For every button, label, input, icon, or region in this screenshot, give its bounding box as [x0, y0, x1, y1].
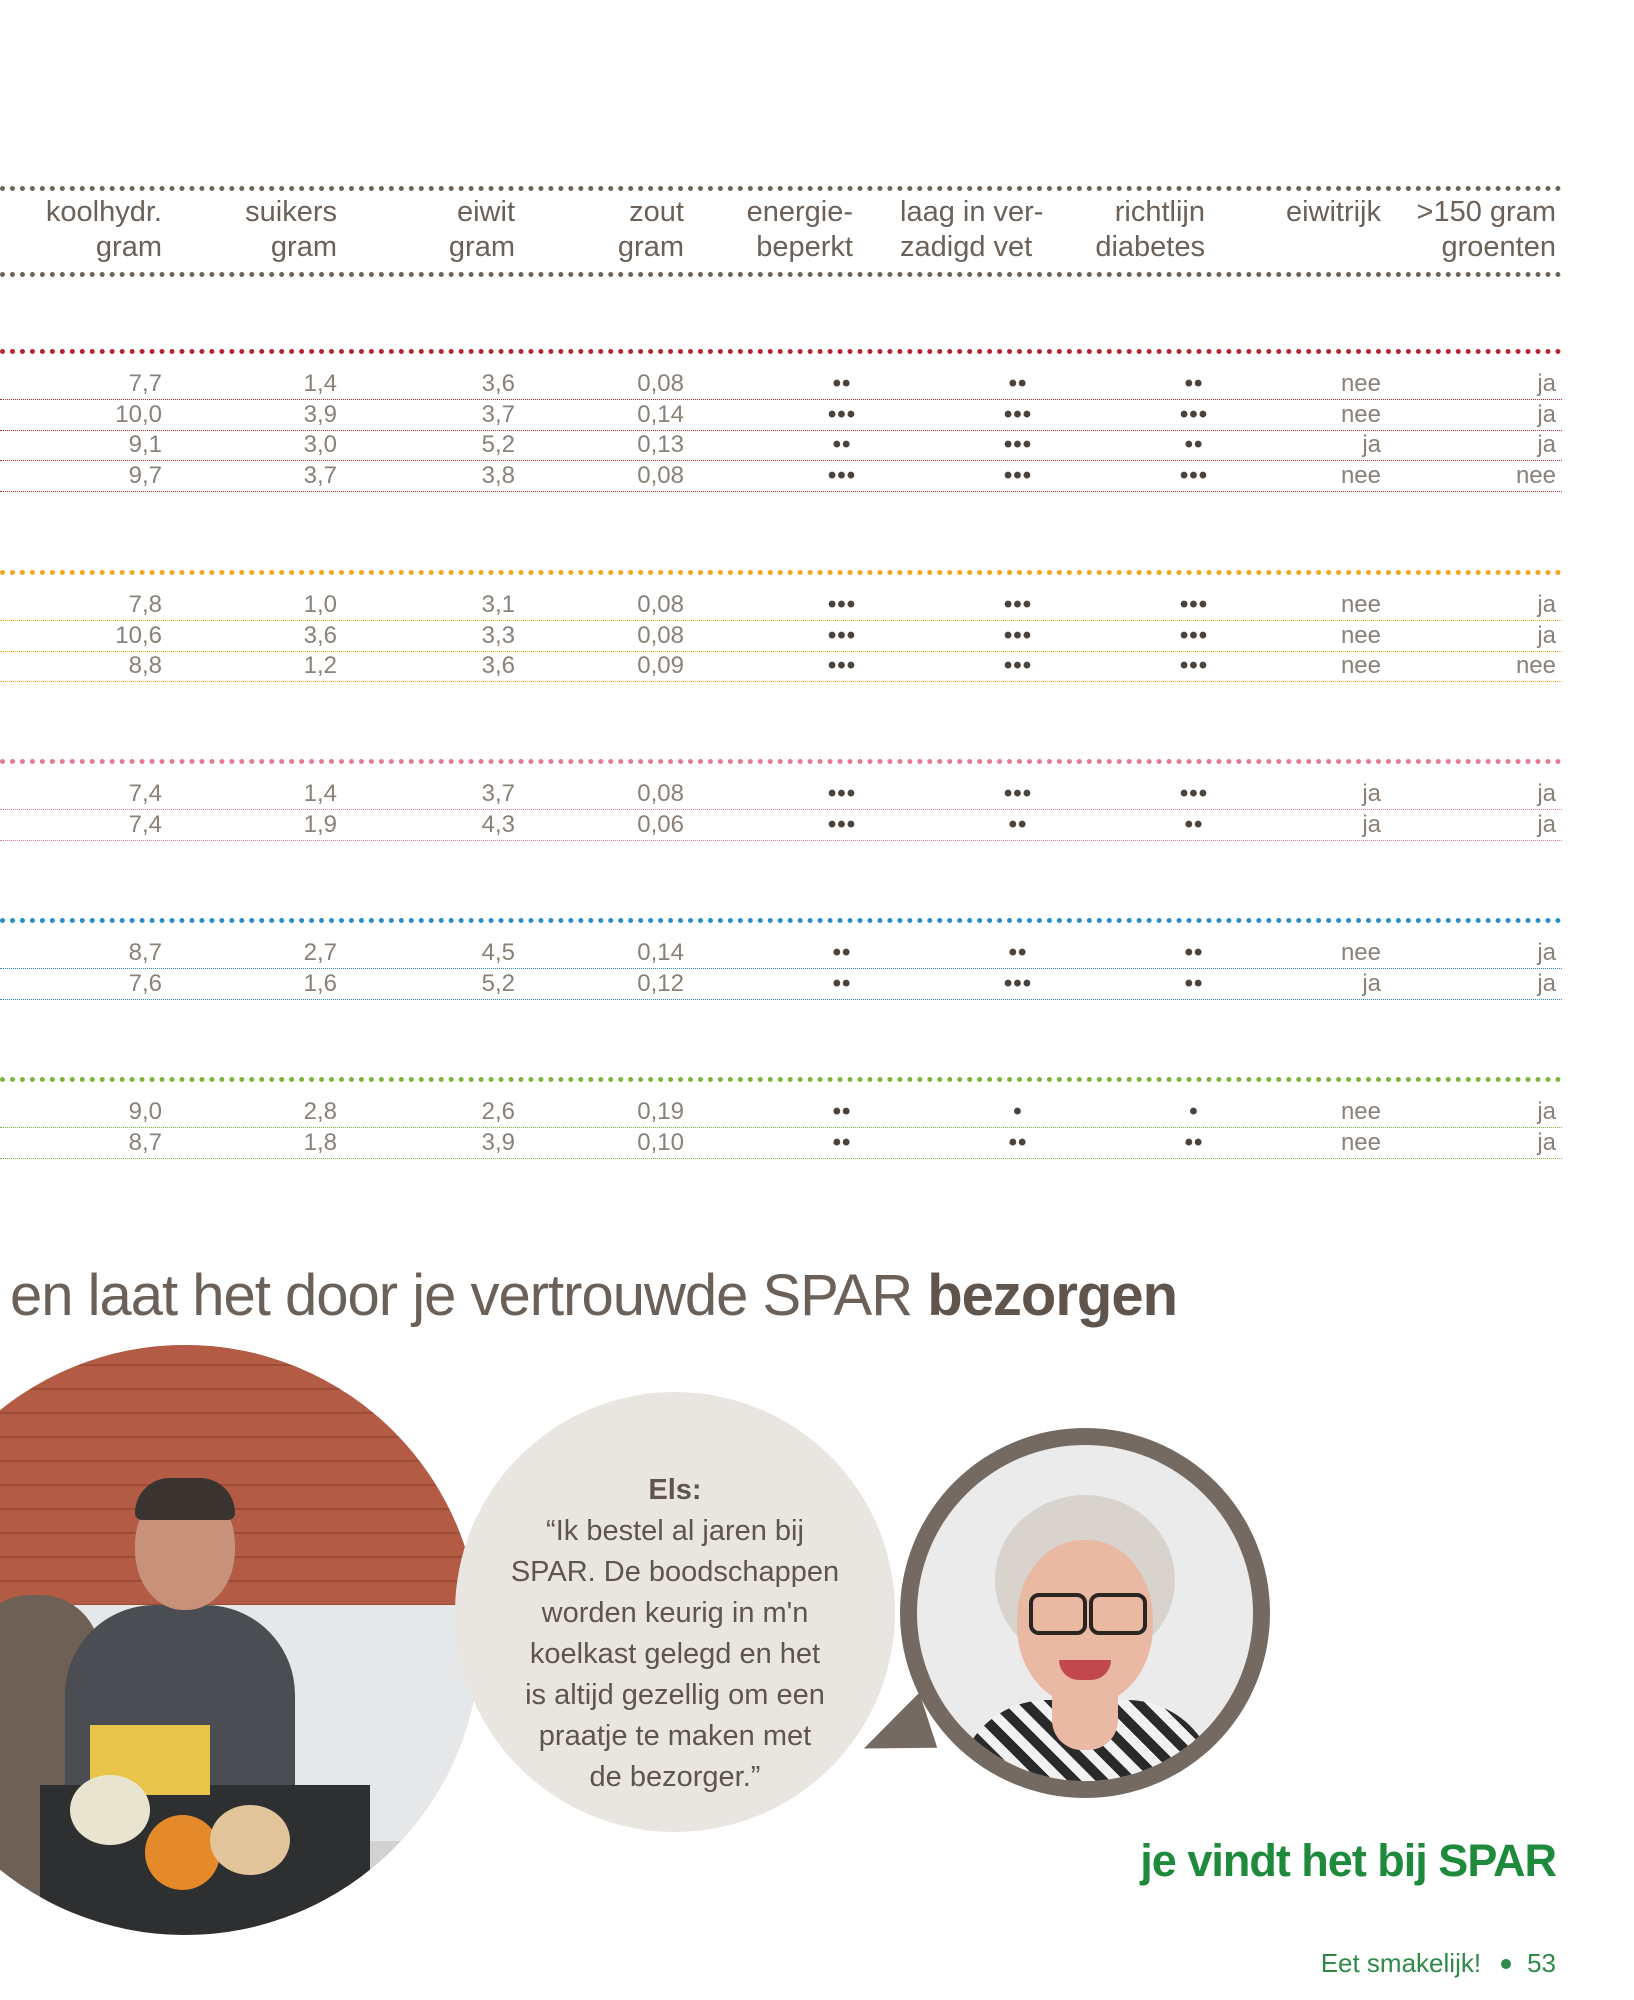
- table-cell: 3,8: [481, 461, 515, 489]
- customer-portrait-photo: [917, 1445, 1253, 1781]
- table-cell: ja: [1537, 939, 1556, 966]
- table-cell: ja: [1362, 431, 1381, 458]
- column-header-line: energie-: [746, 196, 853, 228]
- table-cell: •••: [1179, 461, 1209, 489]
- table-cell: 8,7: [128, 939, 162, 966]
- table-cell: ja: [1537, 370, 1556, 397]
- table-cell: •••: [827, 810, 857, 838]
- table-cell: 1,4: [303, 370, 337, 397]
- table-cell: 8,8: [128, 652, 162, 679]
- table-cell: nee: [1340, 652, 1381, 679]
- column-header-line: gram: [270, 231, 337, 263]
- quote-text: [475, 1511, 875, 1798]
- table-cell: 3,1: [481, 591, 515, 618]
- table-cell: nee: [1340, 621, 1381, 649]
- table-cell: •••: [827, 621, 857, 649]
- table-cell: •: [1013, 1098, 1023, 1125]
- quote-line: SPAR. De boodschappen: [510, 1556, 840, 1588]
- table-cell: •••: [1003, 400, 1033, 428]
- table-cell: 0,14: [637, 400, 684, 428]
- quote-line: “Ik bestel al jaren bij: [546, 1515, 804, 1547]
- table-cell: •••: [827, 780, 857, 807]
- table-cell: 4,3: [481, 810, 515, 838]
- table-row: [0, 590, 1562, 621]
- table-cell: 0,13: [637, 431, 684, 458]
- table-cell: •••: [1179, 621, 1209, 649]
- table-cell: •••: [827, 591, 857, 618]
- table-cell: nee: [1340, 400, 1381, 428]
- table-cell: 10,6: [115, 621, 162, 649]
- table-cell: 0,08: [637, 370, 684, 397]
- table-cell: •••: [827, 400, 857, 428]
- table-cell: 1,4: [303, 780, 337, 807]
- column-header: [1095, 195, 1205, 265]
- column-header-line: zadigd vet: [900, 231, 1033, 263]
- table-cell: 0,08: [637, 621, 684, 649]
- table-cell: 3,7: [481, 400, 515, 428]
- table-cell: nee: [1340, 461, 1381, 489]
- column-header: [449, 195, 515, 265]
- column-header-line: >150 gram: [1416, 196, 1556, 228]
- table-cell: ••: [832, 431, 852, 458]
- table-cell: 3,6: [481, 652, 515, 679]
- table-cell: •••: [1003, 431, 1033, 458]
- table-cell: ••: [1184, 370, 1204, 397]
- table-cell: ••: [832, 370, 852, 397]
- group-rule: [0, 1077, 1562, 1082]
- table-row: [0, 1097, 1562, 1128]
- table-row: [0, 779, 1562, 810]
- delivery-headline: [10, 1262, 1177, 1329]
- table-cell: nee: [1515, 461, 1556, 489]
- table-cell: ••: [1008, 939, 1028, 966]
- table-cell: 0,10: [637, 1128, 684, 1156]
- table-cell: 7,7: [128, 370, 162, 397]
- column-header-line: beperkt: [756, 231, 853, 263]
- table-row: [0, 461, 1562, 492]
- table-cell: ja: [1362, 969, 1381, 997]
- table-cell: 0,19: [637, 1098, 684, 1125]
- quote-author: Els:: [648, 1474, 702, 1506]
- table-cell: •••: [1179, 591, 1209, 618]
- table-cell: •••: [1003, 652, 1033, 679]
- column-header-line: suikers: [245, 196, 337, 228]
- headline-bold: bezorgen: [927, 1263, 1178, 1328]
- table-cell: 0,08: [637, 780, 684, 807]
- table-cell: ja: [1537, 621, 1556, 649]
- column-header-line: zout: [629, 196, 684, 228]
- table-cell: ja: [1537, 1098, 1556, 1125]
- table-cell: 2,7: [303, 939, 337, 966]
- table-cell: 4,5: [481, 939, 515, 966]
- column-header-line: gram: [448, 231, 515, 263]
- table-cell: 3,9: [481, 1128, 515, 1156]
- table-cell: 1,0: [303, 591, 337, 618]
- page-footer: [1321, 1948, 1556, 1979]
- column-header: [747, 195, 853, 265]
- table-cell: ja: [1537, 780, 1556, 807]
- quote-line: is altijd gezellig om een: [525, 1679, 825, 1711]
- table-cell: 3,7: [303, 461, 337, 489]
- table-cell: 1,6: [303, 969, 337, 997]
- table-row: [0, 430, 1562, 461]
- table-cell: ••: [1008, 370, 1028, 397]
- table-row: [0, 400, 1562, 431]
- table-cell: 7,4: [128, 810, 162, 838]
- table-cell: ••: [1008, 810, 1028, 838]
- column-header-line: diabetes: [1095, 231, 1205, 263]
- header-top-rule: [0, 186, 1562, 191]
- table-cell: ja: [1537, 1128, 1556, 1156]
- column-header-line: laag in ver-: [900, 196, 1044, 228]
- column-header: [1286, 195, 1381, 230]
- table-cell: 5,2: [481, 969, 515, 997]
- delivery-man-photo: [0, 1345, 480, 1935]
- table-cell: ••: [1184, 939, 1204, 966]
- page-number: 53: [1527, 1948, 1556, 1978]
- table-cell: 8,7: [128, 1128, 162, 1156]
- table-cell: 2,6: [481, 1098, 515, 1125]
- table-cell: 3,9: [303, 400, 337, 428]
- table-cell: 0,08: [637, 461, 684, 489]
- table-cell: nee: [1340, 591, 1381, 618]
- table-row: [0, 1128, 1562, 1159]
- table-cell: ja: [1537, 591, 1556, 618]
- table-cell: •••: [1003, 621, 1033, 649]
- table-cell: 9,0: [128, 1098, 162, 1125]
- column-header: [245, 195, 337, 265]
- table-cell: ja: [1362, 810, 1381, 838]
- table-cell: 3,6: [303, 621, 337, 649]
- table-cell: ja: [1537, 810, 1556, 838]
- column-header-line: groenten: [1441, 231, 1556, 263]
- table-cell: ja: [1362, 780, 1381, 807]
- table-cell: 3,3: [481, 621, 515, 649]
- table-cell: 9,1: [128, 431, 162, 458]
- table-row: [0, 969, 1562, 1000]
- table-cell: ••: [832, 1128, 852, 1156]
- table-cell: ••: [1184, 431, 1204, 458]
- table-cell: •••: [1179, 652, 1209, 679]
- column-header-line: eiwitrijk: [1285, 196, 1381, 228]
- table-cell: 2,8: [303, 1098, 337, 1125]
- table-cell: 7,8: [128, 591, 162, 618]
- table-cell: •••: [1003, 969, 1033, 997]
- column-header-line: eiwit: [456, 196, 515, 228]
- table-cell: •: [1189, 1098, 1199, 1125]
- quote-line: koelkast gelegd en het: [529, 1638, 821, 1670]
- table-cell: 0,14: [637, 939, 684, 966]
- table-cell: •••: [1179, 400, 1209, 428]
- quote-line: de bezorger.”: [589, 1761, 761, 1793]
- table-cell: ••: [832, 969, 852, 997]
- table-cell: 3,7: [481, 780, 515, 807]
- table-row: [0, 621, 1562, 652]
- table-cell: ••: [832, 1098, 852, 1125]
- column-header-line: koolhydr.: [45, 196, 162, 228]
- column-header-line: richtlijn: [1114, 196, 1205, 228]
- table-cell: 1,9: [303, 810, 337, 838]
- table-cell: 3,0: [303, 431, 337, 458]
- group-rule: [0, 759, 1562, 764]
- table-cell: nee: [1340, 939, 1381, 966]
- table-cell: ••: [1184, 1128, 1204, 1156]
- header-bottom-rule: [0, 272, 1562, 277]
- table-cell: 9,7: [128, 461, 162, 489]
- table-cell: 10,0: [115, 400, 162, 428]
- footer-title: Eet smakelijk!: [1320, 1948, 1482, 1978]
- table-cell: 0,08: [637, 591, 684, 618]
- table-cell: 7,4: [128, 780, 162, 807]
- column-header: [46, 195, 162, 265]
- quote-line: worden keurig in m'n: [541, 1597, 809, 1629]
- headline-regular: en laat het door je vertrouwde SPAR: [10, 1263, 928, 1328]
- table-cell: nee: [1340, 1128, 1381, 1156]
- group-rule: [0, 570, 1562, 575]
- table-cell: 1,8: [303, 1128, 337, 1156]
- quote-line: praatje te maken met: [538, 1720, 812, 1752]
- table-cell: ••: [1008, 1128, 1028, 1156]
- table-cell: ••: [832, 939, 852, 966]
- spar-tagline: je vindt het bij SPAR: [1140, 1835, 1556, 1886]
- table-cell: •••: [827, 461, 857, 489]
- bullet-dot: [1501, 1959, 1511, 1969]
- table-cell: nee: [1340, 1098, 1381, 1125]
- column-header: [900, 195, 1043, 265]
- group-rule: [0, 349, 1562, 354]
- table-cell: nee: [1340, 370, 1381, 397]
- table-cell: •••: [1003, 780, 1033, 807]
- group-rule: [0, 918, 1562, 923]
- table-cell: 7,6: [128, 969, 162, 997]
- column-header-line: gram: [95, 231, 162, 263]
- table-cell: •••: [827, 652, 857, 679]
- table-cell: 1,2: [303, 652, 337, 679]
- column-header: [1417, 195, 1556, 265]
- table-cell: ja: [1537, 431, 1556, 458]
- column-header-line: gram: [617, 231, 684, 263]
- table-cell: 3,6: [481, 370, 515, 397]
- table-cell: 5,2: [481, 431, 515, 458]
- table-cell: ja: [1537, 400, 1556, 428]
- table-cell: •••: [1179, 780, 1209, 807]
- table-cell: 0,06: [637, 810, 684, 838]
- table-cell: •••: [1003, 461, 1033, 489]
- table-cell: nee: [1515, 652, 1556, 679]
- column-header: [618, 195, 684, 265]
- table-cell: 0,09: [637, 652, 684, 679]
- table-cell: ••: [1184, 969, 1204, 997]
- customer-quote: [475, 1470, 875, 1798]
- table-cell: 0,12: [637, 969, 684, 997]
- table-row: [0, 810, 1562, 841]
- table-cell: ja: [1537, 969, 1556, 997]
- table-row: [0, 938, 1562, 969]
- table-row: [0, 369, 1562, 400]
- table-row: [0, 651, 1562, 682]
- table-cell: •••: [1003, 591, 1033, 618]
- table-cell: ••: [1184, 810, 1204, 838]
